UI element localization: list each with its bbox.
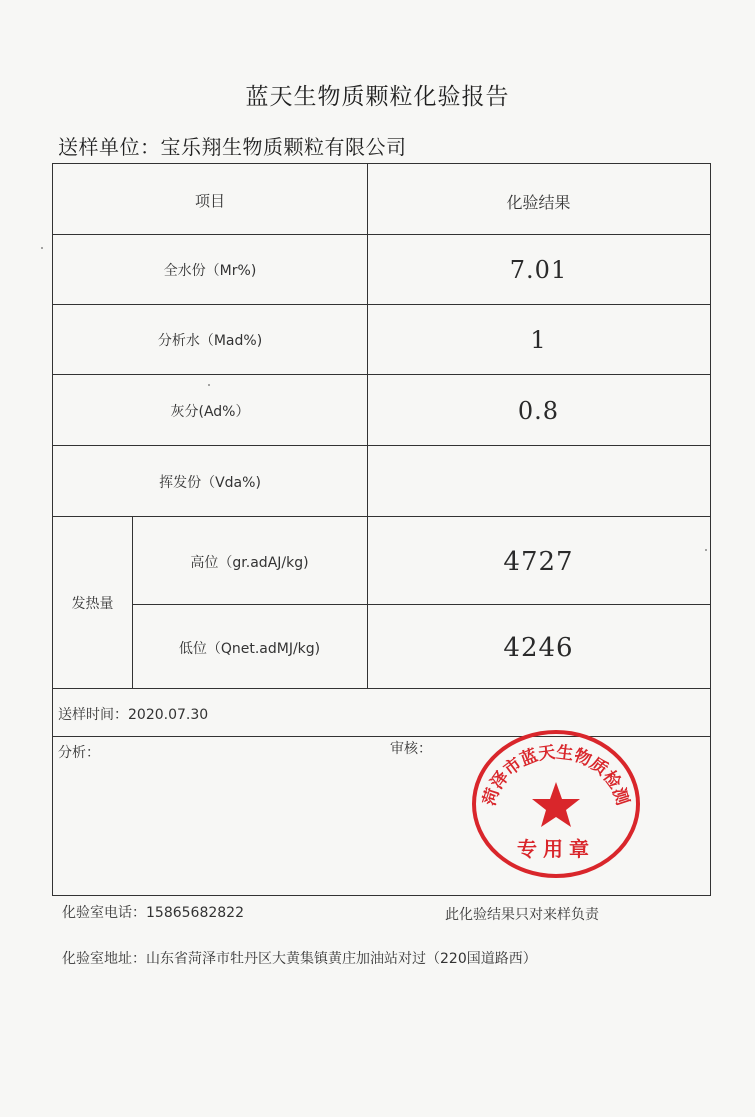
header-item: 项目	[194, 192, 225, 210]
official-stamp	[470, 728, 642, 880]
sender-unit: 送样单位：宝乐翔生物质颗粒有限公司	[58, 135, 407, 159]
row-label-ash: 灰分(Ad%）	[170, 404, 250, 420]
analysis-label: 分析：	[58, 745, 100, 761]
review-label: 审核：	[390, 741, 432, 757]
header-result: 化验结果	[506, 193, 571, 212]
lab-address: 化验室地址：山东省菏泽市牡丹区大黄集镇黄庄加油站对过（220国道路西）	[62, 951, 537, 967]
row-label-moisture: 全水份（Mr%)	[163, 263, 257, 279]
column-divider	[367, 164, 368, 688]
send-time: 送样时间：2020.07.30	[58, 707, 209, 723]
stamp-center-text: 专用章	[517, 837, 595, 861]
row-value-moisture: 7.01	[509, 256, 568, 284]
row-value-net-heat: 4246	[503, 633, 574, 663]
page-title: 蓝天生物质颗粒化验报告	[245, 84, 510, 110]
row-value-analysis-water: 1	[530, 326, 547, 354]
row-label-gross-heat: 高位（gr.adAJ/kg)	[190, 555, 309, 571]
row-label-volatile: 挥发份（Vda%)	[159, 475, 261, 491]
row-divider	[53, 516, 710, 517]
scan-speck	[208, 384, 210, 386]
column-divider	[132, 516, 133, 688]
scan-speck	[41, 247, 43, 249]
row-divider	[53, 688, 710, 689]
disclaimer: 此化验结果只对来样负责	[445, 907, 599, 923]
lab-phone: 化验室电话：15865682822	[62, 905, 244, 921]
row-divider	[53, 445, 710, 446]
row-label-analysis-water: 分析水（Mad%)	[157, 333, 263, 349]
row-divider	[53, 234, 710, 235]
row-value-ash: 0.8	[517, 397, 560, 425]
stamp-ring-text: 菏泽市蓝天生物质检测	[479, 742, 633, 809]
scan-speck	[705, 549, 707, 551]
row-value-gross-heat: 4727	[503, 547, 574, 577]
row-divider	[132, 604, 710, 605]
heat-group-label: 发热量	[71, 596, 114, 612]
star-icon	[532, 782, 580, 827]
row-label-net-heat: 低位（Qnet.adMJ/kg)	[178, 641, 321, 657]
row-divider	[53, 304, 710, 305]
row-divider	[53, 374, 710, 375]
